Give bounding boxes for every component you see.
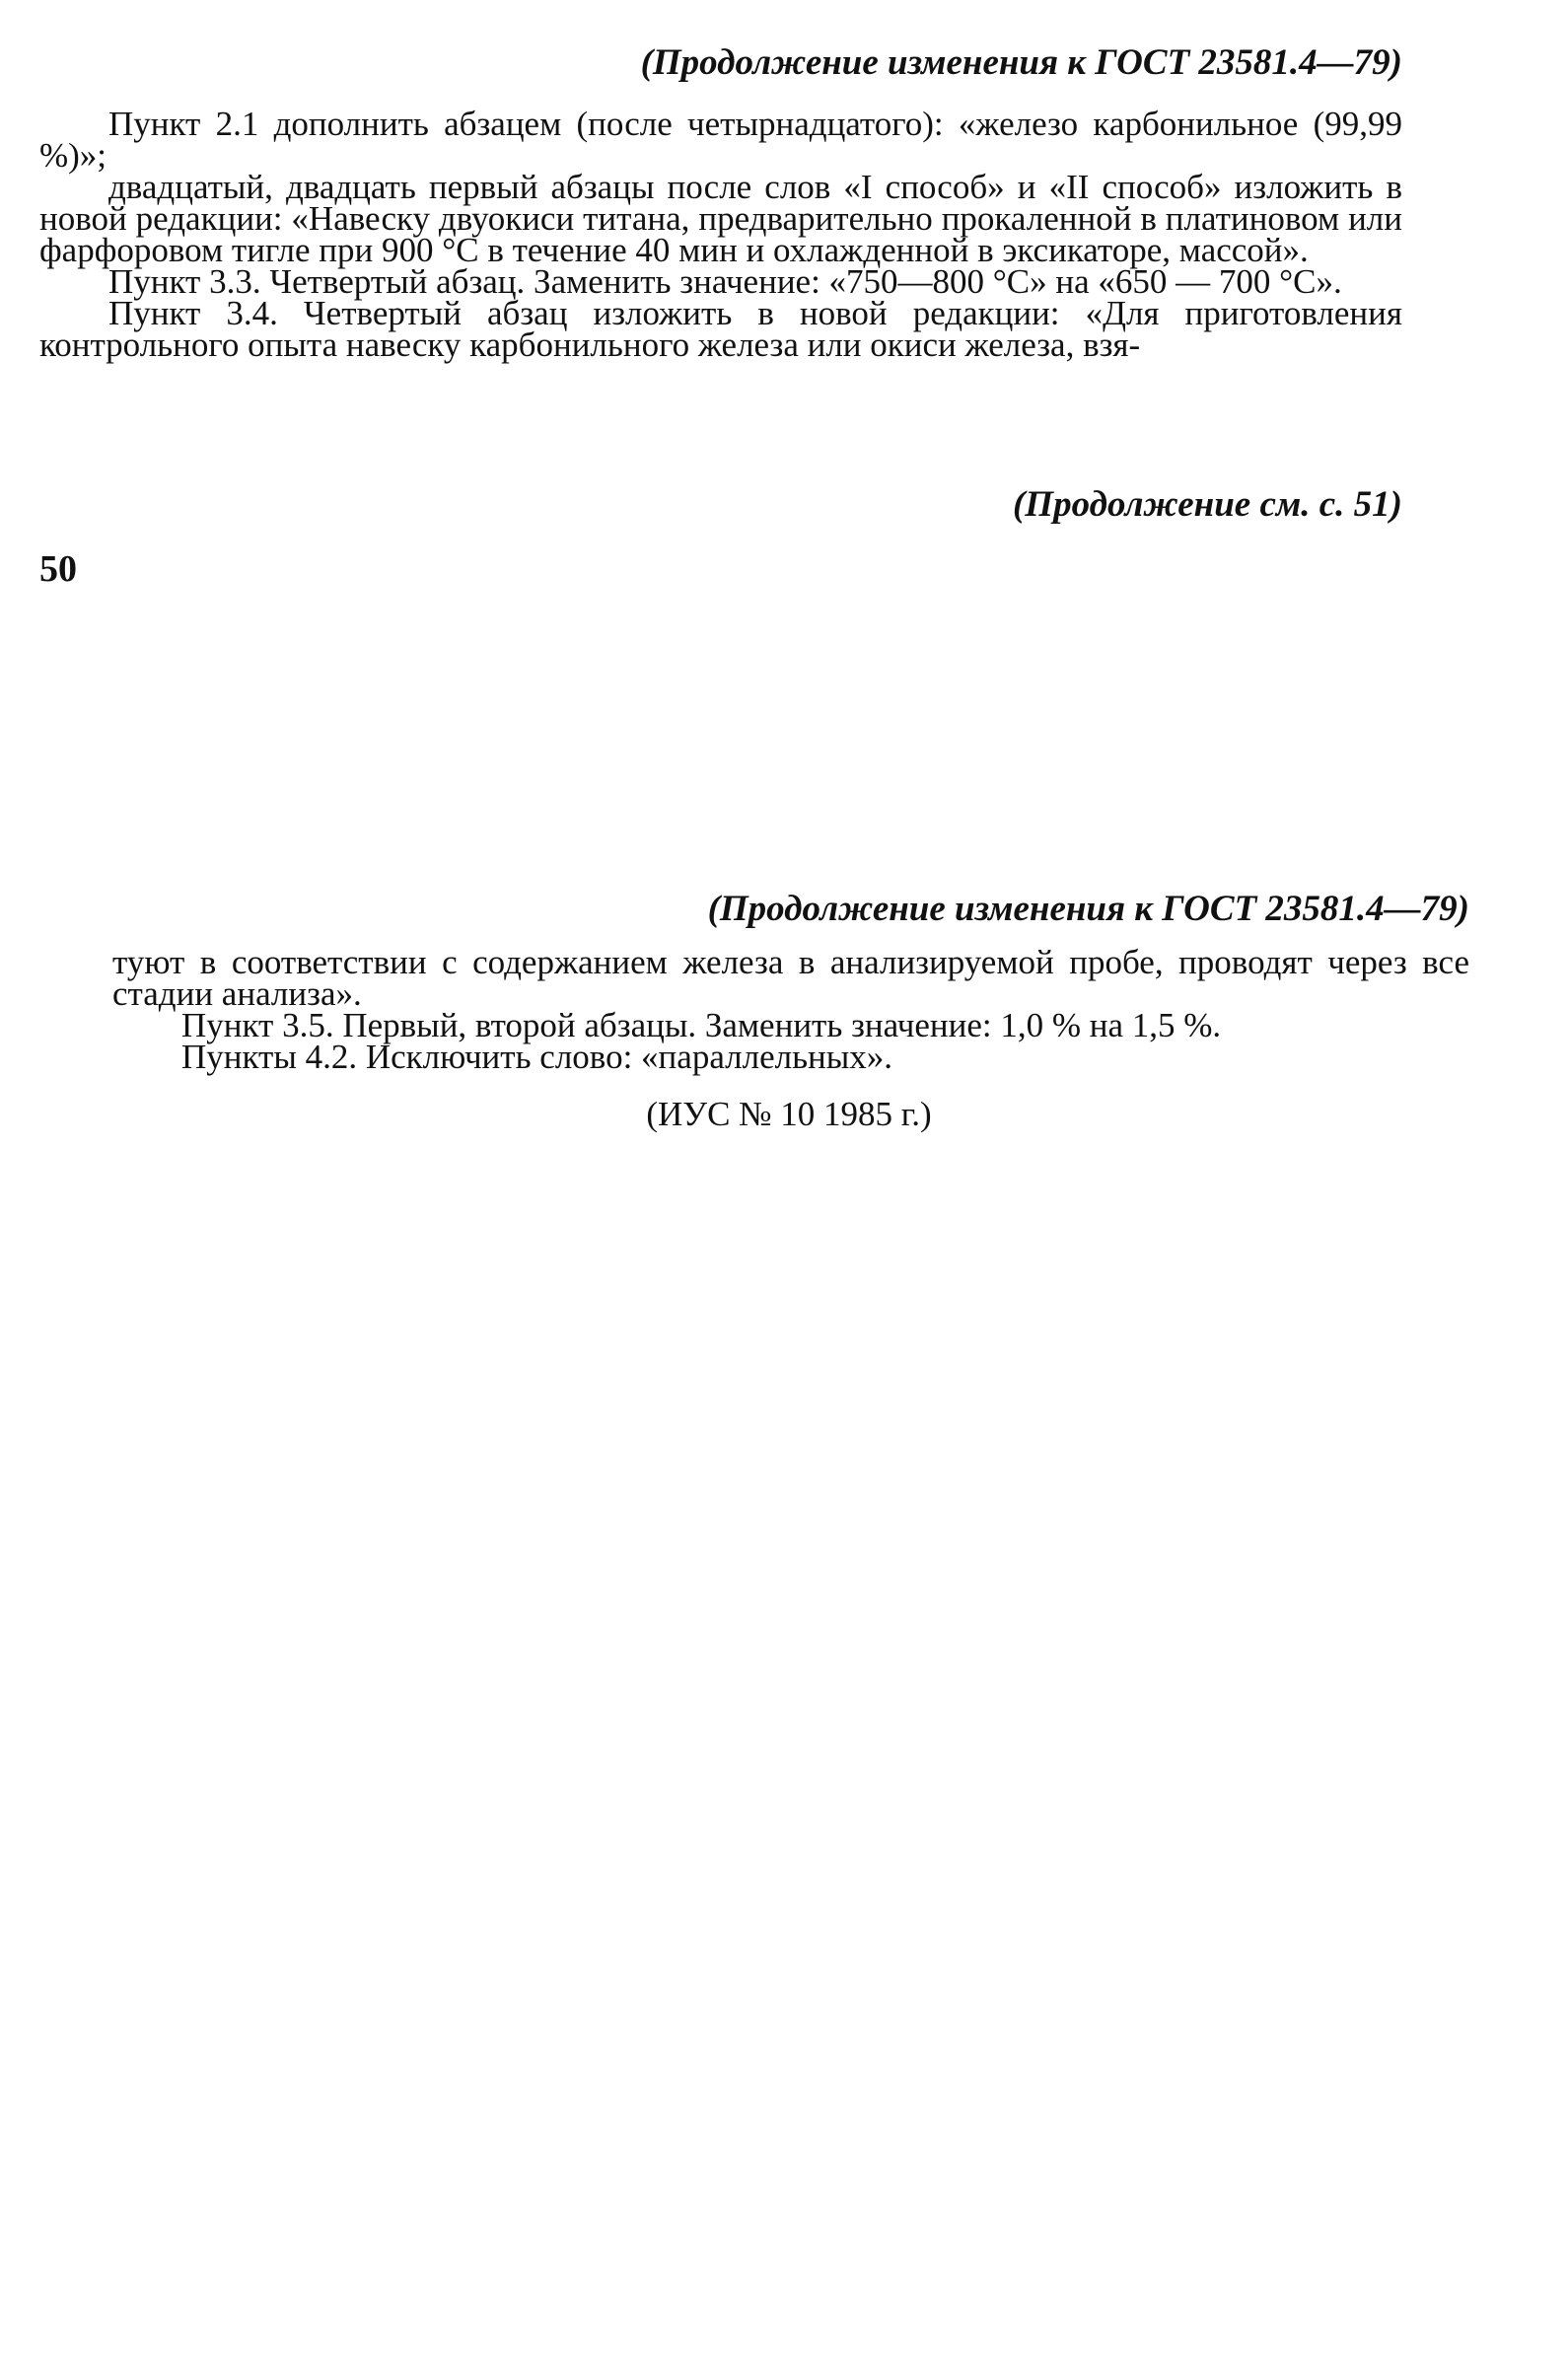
page1-body bbox=[39, 105, 1402, 364]
page1-paragraph-3: Пункт 3.3. Четвертый абзац. Заменить значение: «750—800 °С» на «650 — 700 °С». bbox=[108, 262, 1342, 301]
page2-body bbox=[112, 943, 1469, 1076]
source-reference: (ИУС № 10 1985 г.) bbox=[646, 1095, 932, 1133]
page1-header: (Продолжение изменения к ГОСТ 23581.4—79) bbox=[640, 42, 1402, 83]
page2-paragraph-1: туют в соответствии с содержанием железа в анализируемой пробе, проводят через все стадии анализа». bbox=[112, 943, 1469, 1013]
continuation-note: (Продолжение см. с. 51) bbox=[1012, 484, 1402, 525]
page2-paragraph-3: Пункты 4.2. Исключить слово: «параллельных». bbox=[181, 1038, 893, 1076]
page2-paragraph-2: Пункт 3.5. Первый, второй абзацы. Заменить значение: 1,0 % на 1,5 %. bbox=[181, 1006, 1222, 1044]
page-number: 50 bbox=[39, 548, 77, 590]
page1-paragraph-2: двадцатый, двадцать первый абзацы после слов «I способ» и «II способ» изложить в новой редакции: «Навеску двуокиси титана, предварительно прокаленной в платиновом или фарфоровом тигле при 900 °С в течение 40 мин и охлажденной в эксикаторе, массой». bbox=[39, 168, 1402, 269]
page2-header: (Продолжение изменения к ГОСТ 23581.4—79) bbox=[707, 889, 1469, 929]
page1-paragraph-1: Пункт 2.1 дополнить абзацем (после четырнадцатого): «железо карбонильное (99,99 %)»; bbox=[39, 105, 1402, 175]
page1-paragraph-4: Пункт 3.4. Четвертый абзац изложить в новой редакции: «Для приготовления контрольного опыта навеску карбонильного железа или окиси железа, взя- bbox=[39, 294, 1402, 364]
